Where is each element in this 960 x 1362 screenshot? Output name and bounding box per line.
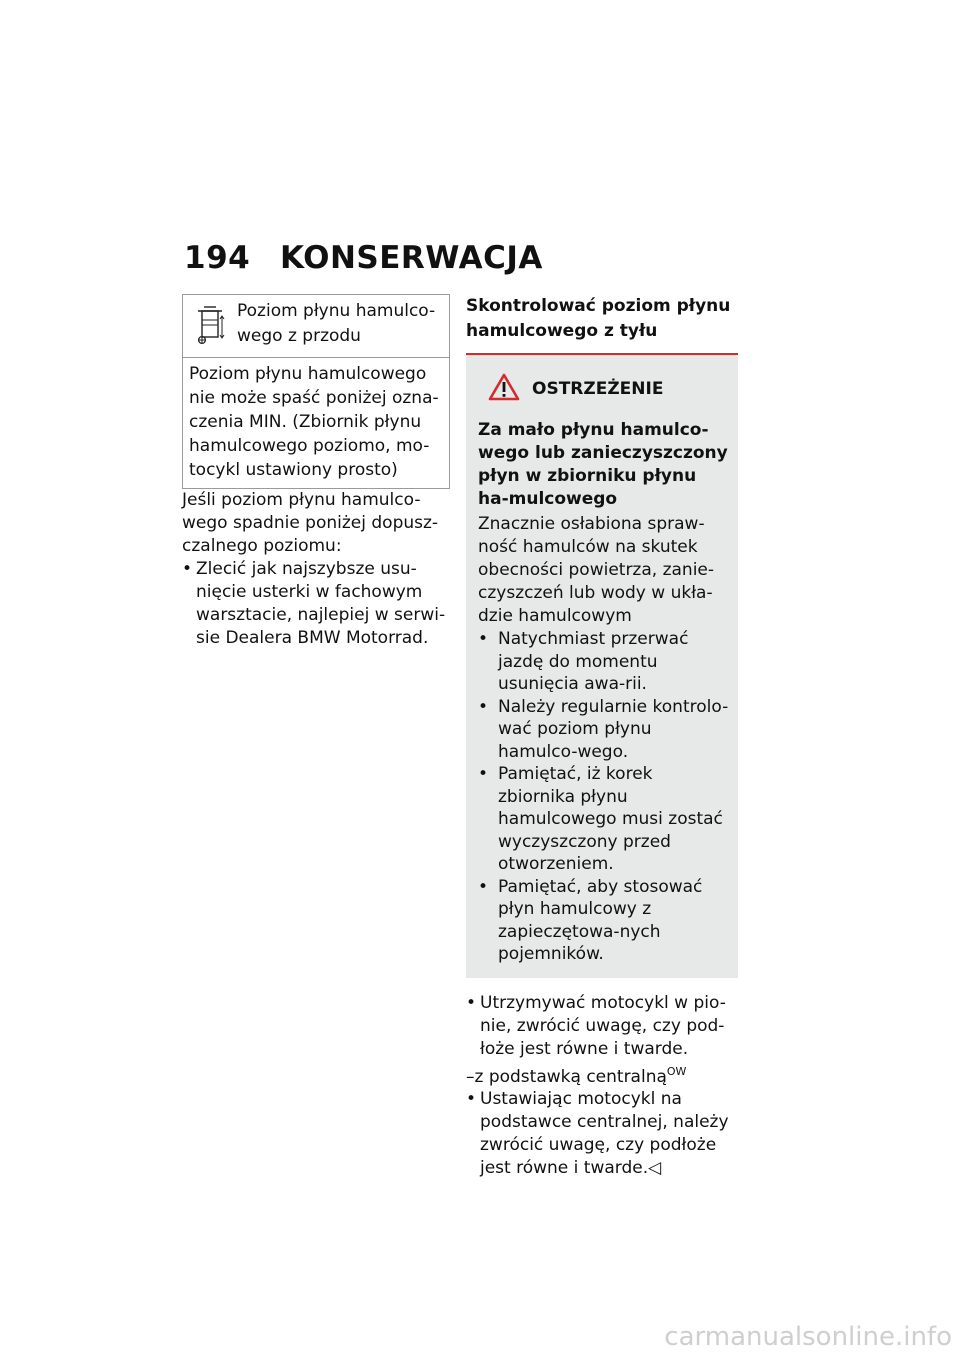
brake-fluid-info-box xyxy=(182,294,450,489)
list-item: • Utrzymywać motocykl w pio-nie, zwrócić uwagę, czy pod-łoże jest równe i twarde. xyxy=(466,992,738,1061)
watermark: carmanualsonline.info xyxy=(664,1322,952,1352)
left-column xyxy=(182,294,450,650)
warning-box xyxy=(466,355,738,978)
low-level-paragraph: Jeśli poziom płynu hamulco-wego spadnie poniżej dopusz-czalnego poziomu: xyxy=(182,490,439,556)
option-superscript: OW xyxy=(666,1064,687,1078)
end-of-section-mark: ◁ xyxy=(648,1157,662,1178)
section-title-header: KONSERWACJA xyxy=(280,240,543,276)
warning-header xyxy=(478,373,732,405)
page-number: 194 xyxy=(184,240,251,276)
warning-text: Znacznie osłabiona spraw-ność hamulców na skutek obecności powietrza, zanie-czyszczeń lub wody w ukła-dzie hamulcowym xyxy=(478,514,715,626)
rear-brake-section-title: Skontrolować poziom płynu hamulcowego z tyłu xyxy=(466,296,731,341)
list-item: • Natychmiast przerwać jazdę do momentu usunięcia awa-rii. xyxy=(478,628,732,696)
left-bullet-list xyxy=(182,558,450,650)
list-item: • Należy regularnie kontrolo-wać poziom płynu hamulco-wego. xyxy=(478,696,732,764)
right-column xyxy=(466,294,738,1180)
info-box-body: Poziom płynu hamulcowego nie może spaść poniżej ozna-czenia MIN. (Zbiornik płynu hamulcowego poziomo, mo-tocykl ustawiony prosto) xyxy=(189,364,439,480)
warning-triangle-icon xyxy=(488,373,520,405)
list-item: • Ustawiając motocykl na podstawce centralnej, należy zwrócić uwagę, czy podłoże jest równe i twarde.◁ xyxy=(466,1088,738,1180)
info-box-header xyxy=(183,295,449,358)
list-item: • Zlecić jak najszybsze usu-nięcie usterki w fachowym warsztacie, najlepiej w serwi-sie Dealera BMW Motorrad. xyxy=(182,558,450,650)
page-header xyxy=(184,240,543,276)
warning-label: OSTRZEŻENIE xyxy=(532,379,664,399)
brake-fluid-reservoir-icon xyxy=(193,303,229,351)
instructions xyxy=(466,992,738,1180)
warning-bullet-list xyxy=(478,628,732,966)
list-item: • Pamiętać, iż korek zbiornika płynu hamulcowego musi zostać wyczyszczony przed otworzeniem. xyxy=(478,763,732,876)
info-box-title: Poziom płynu hamulco-wego z przodu xyxy=(237,301,436,346)
list-item: • Pamiętać, aby stosować płyn hamulcowy z zapieczętowa-nych pojemników. xyxy=(478,876,732,966)
variant-condition: –z podstawką centralną$^{OW}$ xyxy=(466,1064,687,1087)
warning-title: Za mało płynu hamulco-wego lub zanieczyszczony płyn w zbiorniku płynu ha-mulcowego xyxy=(478,420,728,509)
